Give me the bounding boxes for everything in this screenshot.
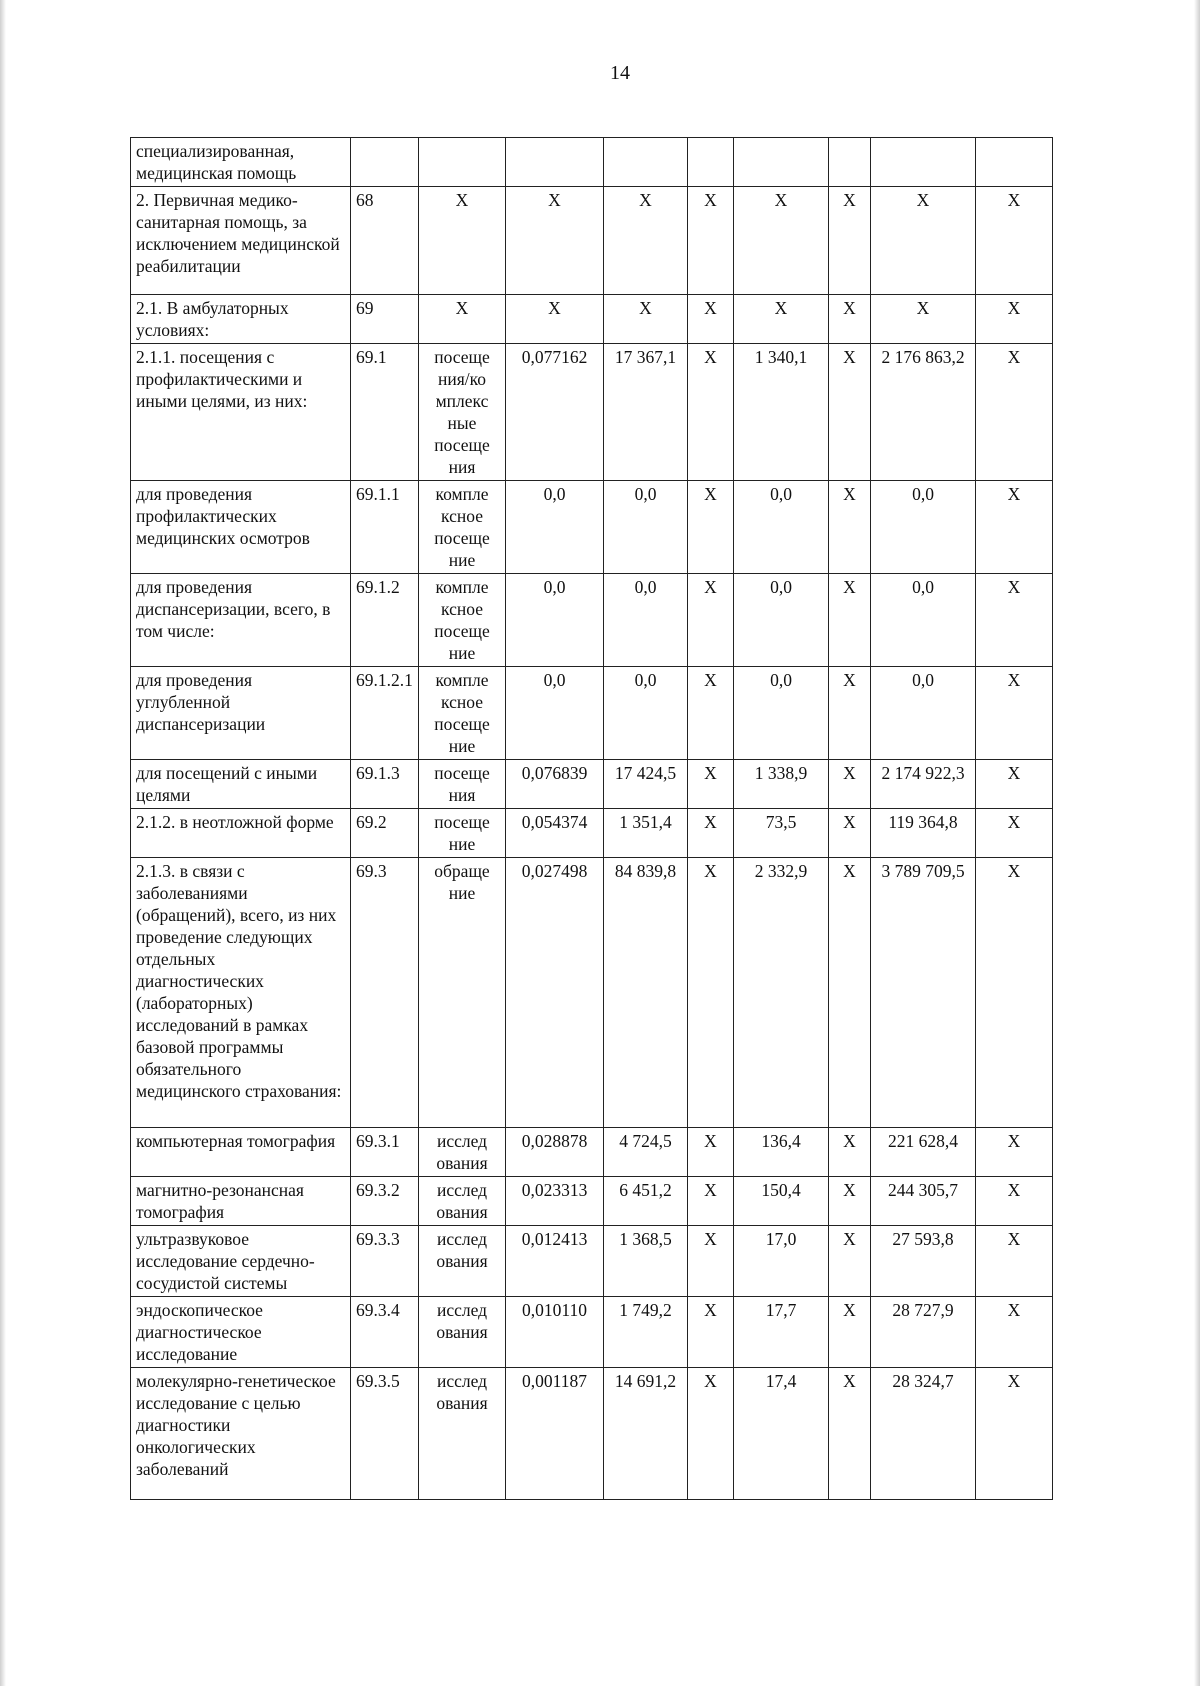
cell-norm: 0,027498 <box>506 858 604 1128</box>
cell-x: Х <box>688 574 734 667</box>
cell-cost-per-unit: 1 749,2 <box>604 1297 688 1368</box>
table-row <box>131 481 1053 574</box>
scan-edge-left <box>0 0 6 1686</box>
cell-total: 28 727,9 <box>871 1297 976 1368</box>
cell-x: Х <box>976 187 1053 295</box>
cell-per-capita: 150,4 <box>734 1177 829 1226</box>
scan-edge-right <box>1194 0 1200 1686</box>
table-row <box>131 295 1053 344</box>
cell-total: 2 176 863,2 <box>871 344 976 481</box>
cell-cost-per-unit: 14 691,2 <box>604 1368 688 1500</box>
cell-x <box>688 138 734 187</box>
table-body <box>131 138 1053 1500</box>
row-name: эндоскопическое диагностическое исследование <box>131 1297 351 1368</box>
cell-norm: 0,077162 <box>506 344 604 481</box>
cell-x: Х <box>688 1368 734 1500</box>
cell-norm: Х <box>506 187 604 295</box>
cell-total: Х <box>871 187 976 295</box>
row-unit: Х <box>419 187 506 295</box>
row-code: 69.1 <box>351 344 419 481</box>
table-row <box>131 667 1053 760</box>
cell-norm: 0,012413 <box>506 1226 604 1297</box>
cell-x: Х <box>829 1226 871 1297</box>
row-code: 69.3.4 <box>351 1297 419 1368</box>
cell-cost-per-unit: 84 839,8 <box>604 858 688 1128</box>
cell-x: Х <box>976 295 1053 344</box>
cell-per-capita: 0,0 <box>734 481 829 574</box>
row-code: 69.3.1 <box>351 1128 419 1177</box>
cell-x: Х <box>976 667 1053 760</box>
cell-x: Х <box>976 858 1053 1128</box>
row-name: специализированная, медицинская помощь <box>131 138 351 187</box>
row-unit: компле ксное посеще ние <box>419 481 506 574</box>
cell-per-capita: 73,5 <box>734 809 829 858</box>
row-code: 69.2 <box>351 809 419 858</box>
table-row <box>131 1297 1053 1368</box>
cell-per-capita: 0,0 <box>734 667 829 760</box>
cell-total: Х <box>871 295 976 344</box>
cell-cost-per-unit: 4 724,5 <box>604 1128 688 1177</box>
row-unit: исслед ования <box>419 1368 506 1500</box>
cell-x: Х <box>688 481 734 574</box>
cell-total: 0,0 <box>871 481 976 574</box>
cell-x: Х <box>976 574 1053 667</box>
cell-x: Х <box>688 187 734 295</box>
cell-total: 0,0 <box>871 574 976 667</box>
table-row <box>131 574 1053 667</box>
cell-total <box>871 138 976 187</box>
row-name: 2.1. В амбулаторных условиях: <box>131 295 351 344</box>
cell-x: Х <box>688 760 734 809</box>
cell-norm <box>506 138 604 187</box>
row-unit: компле ксное посеще ние <box>419 667 506 760</box>
table-row <box>131 344 1053 481</box>
row-code: 69.3.2 <box>351 1177 419 1226</box>
cell-norm: 0,076839 <box>506 760 604 809</box>
cell-x: Х <box>829 295 871 344</box>
cell-norm: 0,0 <box>506 481 604 574</box>
cell-cost-per-unit: Х <box>604 295 688 344</box>
cell-x: Х <box>976 1177 1053 1226</box>
row-name: ультразвуковое исследование сердечно-сосудистой системы <box>131 1226 351 1297</box>
cell-per-capita: 17,7 <box>734 1297 829 1368</box>
row-unit: обраще ние <box>419 858 506 1128</box>
cell-x <box>829 138 871 187</box>
row-name: компьютерная томография <box>131 1128 351 1177</box>
cell-cost-per-unit: 0,0 <box>604 481 688 574</box>
cell-x: Х <box>688 1297 734 1368</box>
cell-total: 244 305,7 <box>871 1177 976 1226</box>
cell-per-capita: 2 332,9 <box>734 858 829 1128</box>
row-unit: Х <box>419 295 506 344</box>
page-number: 14 <box>610 62 630 84</box>
cell-norm: 0,001187 <box>506 1368 604 1500</box>
table-row <box>131 1177 1053 1226</box>
cell-norm: 0,054374 <box>506 809 604 858</box>
cell-total: 119 364,8 <box>871 809 976 858</box>
cell-x: Х <box>976 1128 1053 1177</box>
row-code: 69.3.3 <box>351 1226 419 1297</box>
cell-total: 2 174 922,3 <box>871 760 976 809</box>
row-unit: посеще ния <box>419 760 506 809</box>
cell-x: Х <box>688 667 734 760</box>
row-code: 69.3.5 <box>351 1368 419 1500</box>
cell-per-capita: Х <box>734 187 829 295</box>
row-code: 69.1.1 <box>351 481 419 574</box>
row-unit <box>419 138 506 187</box>
cell-x: Х <box>829 1128 871 1177</box>
cell-per-capita: 17,0 <box>734 1226 829 1297</box>
table-row <box>131 138 1053 187</box>
cell-x: Х <box>829 481 871 574</box>
row-unit: исслед ования <box>419 1128 506 1177</box>
cell-x: Х <box>829 667 871 760</box>
cell-total: 221 628,4 <box>871 1128 976 1177</box>
cell-x: Х <box>829 574 871 667</box>
row-name: для посещений с иными целями <box>131 760 351 809</box>
row-unit: исслед ования <box>419 1226 506 1297</box>
cell-x: Х <box>829 1297 871 1368</box>
row-code: 69.1.3 <box>351 760 419 809</box>
cell-x: Х <box>976 481 1053 574</box>
cell-x: Х <box>829 809 871 858</box>
cell-per-capita: 0,0 <box>734 574 829 667</box>
row-unit: исслед ования <box>419 1297 506 1368</box>
cell-x <box>976 138 1053 187</box>
cell-cost-per-unit: 0,0 <box>604 667 688 760</box>
cell-total: 28 324,7 <box>871 1368 976 1500</box>
row-name: 2. Первичная медико-санитарная помощь, за исключением медицинской реабилитации <box>131 187 351 295</box>
cell-per-capita: 17,4 <box>734 1368 829 1500</box>
cell-cost-per-unit: 6 451,2 <box>604 1177 688 1226</box>
table-row <box>131 809 1053 858</box>
cell-x: Х <box>688 1128 734 1177</box>
row-name: 2.1.2. в неотложной форме <box>131 809 351 858</box>
cell-cost-per-unit: 0,0 <box>604 574 688 667</box>
cell-x: Х <box>688 858 734 1128</box>
row-name: 2.1.1. посещения с профилактическими и иными целями, из них: <box>131 344 351 481</box>
cell-x: Х <box>829 344 871 481</box>
cell-norm: Х <box>506 295 604 344</box>
cell-x: Х <box>829 858 871 1128</box>
cell-per-capita: 1 338,9 <box>734 760 829 809</box>
table-row <box>131 858 1053 1128</box>
row-unit: исслед ования <box>419 1177 506 1226</box>
cell-cost-per-unit: 17 367,1 <box>604 344 688 481</box>
data-table <box>130 137 1053 1500</box>
row-code: 68 <box>351 187 419 295</box>
cell-cost-per-unit <box>604 138 688 187</box>
cell-norm: 0,010110 <box>506 1297 604 1368</box>
row-code: 69.3 <box>351 858 419 1128</box>
cell-per-capita: 136,4 <box>734 1128 829 1177</box>
row-name: для проведения диспансеризации, всего, в том числе: <box>131 574 351 667</box>
row-code <box>351 138 419 187</box>
cell-x: Х <box>688 295 734 344</box>
row-name: молекулярно-генетическое исследование с целью диагностики онкологических заболеваний <box>131 1368 351 1500</box>
cell-x: Х <box>829 1368 871 1500</box>
cell-x: Х <box>688 809 734 858</box>
cell-x: Х <box>976 1297 1053 1368</box>
row-code: 69.1.2.1 <box>351 667 419 760</box>
cell-x: Х <box>976 809 1053 858</box>
cell-x: Х <box>829 187 871 295</box>
row-name: магнитно-резонансная томография <box>131 1177 351 1226</box>
cell-x: Х <box>688 1177 734 1226</box>
cell-norm: 0,028878 <box>506 1128 604 1177</box>
cell-cost-per-unit: 1 351,4 <box>604 809 688 858</box>
table-row <box>131 760 1053 809</box>
cell-cost-per-unit: 1 368,5 <box>604 1226 688 1297</box>
cell-total: 27 593,8 <box>871 1226 976 1297</box>
cell-per-capita: 1 340,1 <box>734 344 829 481</box>
cell-x: Х <box>976 1226 1053 1297</box>
table-row <box>131 1226 1053 1297</box>
cell-x: Х <box>829 760 871 809</box>
row-unit: посеще ние <box>419 809 506 858</box>
cell-x: Х <box>976 344 1053 481</box>
cell-cost-per-unit: 17 424,5 <box>604 760 688 809</box>
table-row <box>131 187 1053 295</box>
cell-total: 0,0 <box>871 667 976 760</box>
row-name: для проведения углубленной диспансеризации <box>131 667 351 760</box>
cell-cost-per-unit: Х <box>604 187 688 295</box>
cell-total: 3 789 709,5 <box>871 858 976 1128</box>
row-unit: посеще ния/ко мплекс ные посеще ния <box>419 344 506 481</box>
table-row <box>131 1128 1053 1177</box>
row-code: 69.1.2 <box>351 574 419 667</box>
cell-per-capita <box>734 138 829 187</box>
cell-norm: 0,0 <box>506 667 604 760</box>
cell-x: Х <box>829 1177 871 1226</box>
cell-norm: 0,023313 <box>506 1177 604 1226</box>
cell-x: Х <box>976 760 1053 809</box>
table-row <box>131 1368 1053 1500</box>
row-code: 69 <box>351 295 419 344</box>
cell-x: Х <box>688 1226 734 1297</box>
cell-norm: 0,0 <box>506 574 604 667</box>
cell-per-capita: Х <box>734 295 829 344</box>
row-name: 2.1.3. в связи с заболеваниями (обращений), всего, из них проведение следующих отдельных диагностических (лабораторных) исследований в рамках базовой программы обязательного медицинского страхования: <box>131 858 351 1128</box>
row-unit: компле ксное посеще ние <box>419 574 506 667</box>
cell-x: Х <box>976 1368 1053 1500</box>
row-name: для проведения профилактических медицинских осмотров <box>131 481 351 574</box>
cell-x: Х <box>688 344 734 481</box>
